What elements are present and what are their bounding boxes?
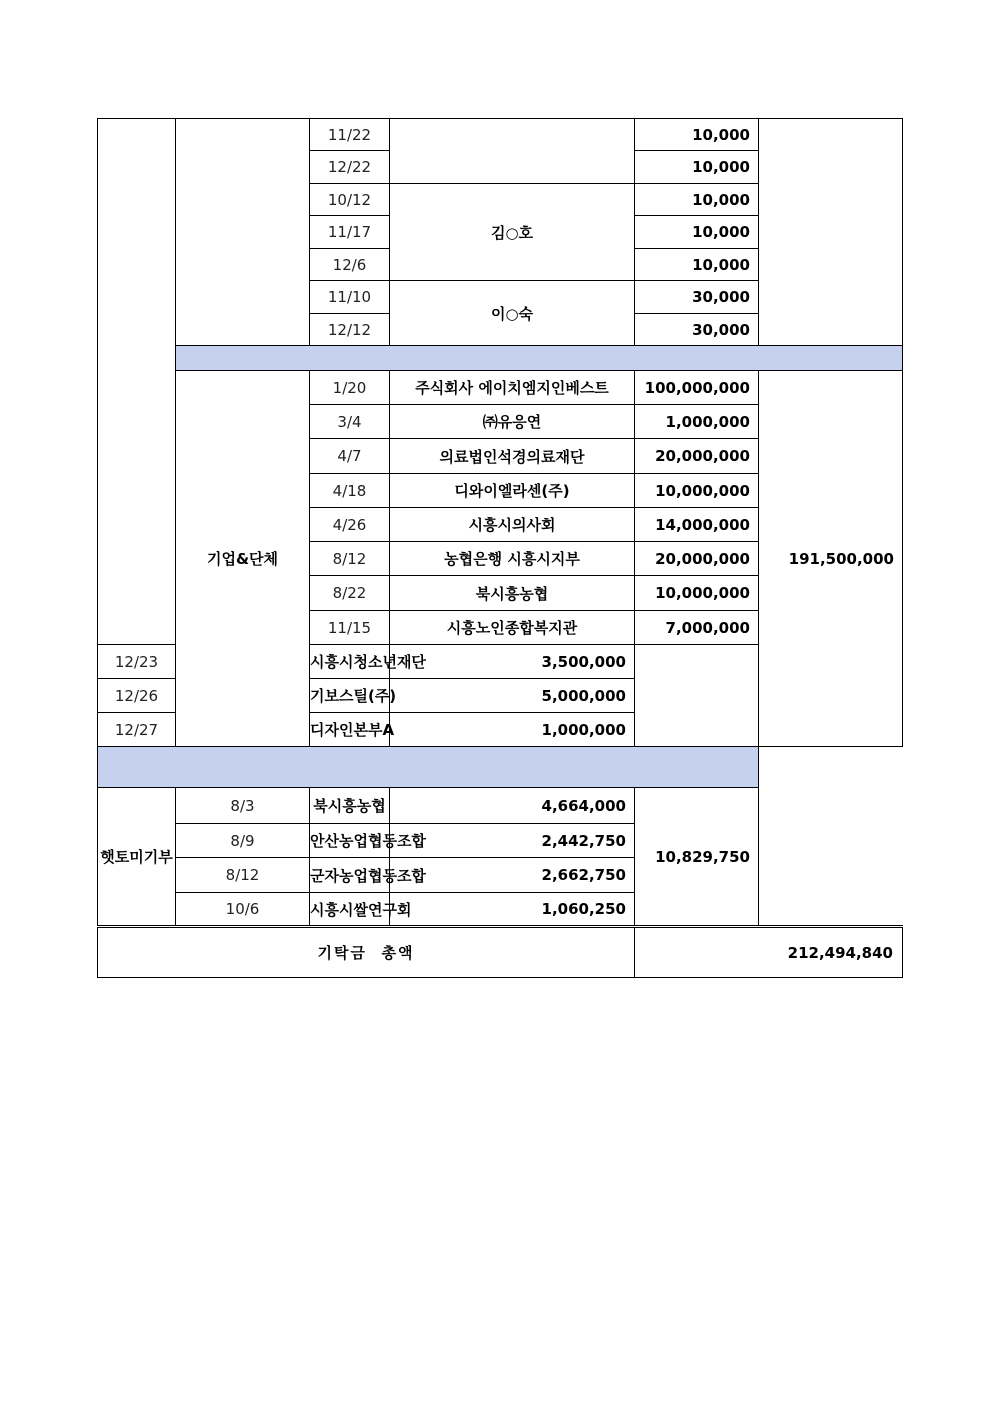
category-label: 기업&단체 [176,371,310,747]
total-row [98,927,903,978]
donation-amount: 2,662,750 [390,858,635,893]
donation-amount: 10,000 [635,216,759,249]
donation-date: 11/10 [310,281,390,314]
table-row [98,119,903,151]
donor-name: 안산농업협동조합 [310,824,390,858]
donation-amount: 10,000 [635,184,759,216]
donation-date: 4/18 [310,474,390,508]
category-subtotal: 191,500,000 [759,371,903,747]
section-separator [98,747,903,788]
category-subtotal: 10,829,750 [635,788,759,927]
donation-date: 12/12 [310,314,390,346]
individual-category-cell [176,119,310,346]
donation-date: 8/12 [176,858,310,893]
donor-name: 농협은행 시흥시지부 [390,542,635,576]
donation-date: 10/12 [310,184,390,216]
donation-amount: 5,000,000 [390,679,635,713]
donor-name: 디자인본부A [310,713,390,747]
donor-name: 군자농업협동조합 [310,858,390,893]
table-row [98,371,903,405]
donation-amount: 2,442,750 [390,824,635,858]
donor-name: 시흥노인종합복지관 [390,611,635,645]
donation-amount: 10,000 [635,119,759,151]
table-row [98,893,903,927]
donation-amount: 1,060,250 [390,893,635,927]
donation-amount: 10,000,000 [635,576,759,611]
donor-name: 주식회사 에이치엠지인베스트 [390,371,635,405]
separator-cell [176,346,903,371]
category-label: 햇토미기부 [98,788,176,927]
outer-category-cell [98,119,176,645]
donation-date: 4/26 [310,508,390,542]
separator-cell [98,747,759,788]
donor-name: 의료법인석경의료재단 [390,439,635,474]
donation-date: 8/12 [310,542,390,576]
donation-date: 8/3 [176,788,310,824]
total-label: 기탁금 총액 [98,927,635,978]
donor-name: 북시흥농협 [390,576,635,611]
donation-date: 10/6 [176,893,310,927]
donation-date: 12/27 [98,713,176,747]
table-row [98,858,903,893]
donation-amount: 14,000,000 [635,508,759,542]
individual-subtotal-cell [759,119,903,346]
donation-amount: 20,000,000 [635,542,759,576]
donor-name: 시흥시청소년재단 [310,645,390,679]
section-separator [98,346,903,371]
donor-name: 북시흥농협 [310,788,390,824]
donation-amount: 30,000 [635,314,759,346]
donor-name: 기보스틸(주) [310,679,390,713]
donation-date: 3/4 [310,405,390,439]
donation-amount: 1,000,000 [390,713,635,747]
donor-name: 시흥시의사회 [390,508,635,542]
donation-amount: 1,000,000 [635,405,759,439]
donor-name: 디와이엘라센(주) [390,474,635,508]
donation-amount: 7,000,000 [635,611,759,645]
donation-date: 8/22 [310,576,390,611]
donation-date: 12/23 [98,645,176,679]
donation-amount: 20,000,000 [635,439,759,474]
donation-date: 8/9 [176,824,310,858]
donation-date: 1/20 [310,371,390,405]
table-row [98,824,903,858]
donor-name: 김○호 [390,184,635,281]
donation-date: 11/22 [310,119,390,151]
donation-date: 12/6 [310,249,390,281]
donor-name: 시흥시쌀연구회 [310,893,390,927]
donation-amount: 10,000 [635,249,759,281]
donation-date: 11/17 [310,216,390,249]
donation-amount: 10,000 [635,151,759,184]
donor-name: ㈜유응연 [390,405,635,439]
table-row [98,788,903,824]
donor-name: 이○숙 [390,281,635,346]
donor-name-blank [390,119,635,184]
donation-amount: 4,664,000 [390,788,635,824]
donation-date: 11/15 [310,611,390,645]
total-amount: 212,494,840 [635,927,903,978]
donation-amount: 100,000,000 [635,371,759,405]
donation-date: 4/7 [310,439,390,474]
donation-amount: 30,000 [635,281,759,314]
donation-table [97,118,903,978]
donation-amount: 3,500,000 [390,645,635,679]
donation-amount: 10,000,000 [635,474,759,508]
donation-date: 12/22 [310,151,390,184]
donation-date: 12/26 [98,679,176,713]
